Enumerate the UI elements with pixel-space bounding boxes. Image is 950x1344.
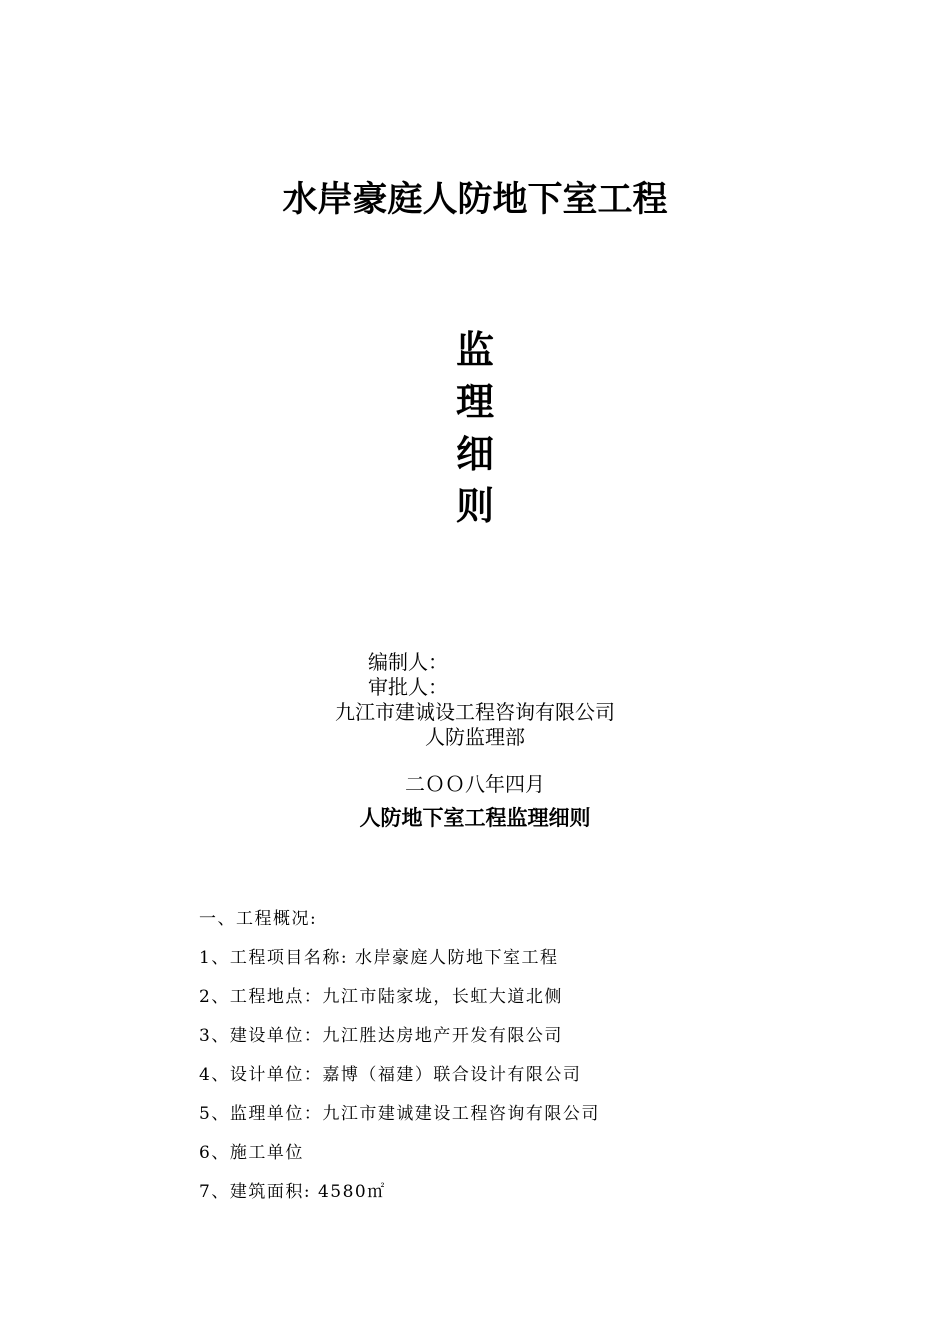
overview-item: 3、建设单位：九江胜达房地产开发有限公司 — [199, 1026, 563, 1046]
compiler-label: 编制人： — [368, 650, 448, 674]
overview-item: 7、建筑面积: 4580㎡ — [199, 1182, 386, 1202]
overview-heading: 一、工程概况: — [199, 909, 318, 929]
document-date: 二ＯＯ八年四月 — [405, 772, 545, 796]
overview-item: 1、工程项目名称: 水岸豪庭人防地下室工程 — [199, 948, 559, 968]
overview-item: 4、设计单位：嘉博（福建）联合设计有限公司 — [199, 1065, 582, 1085]
department-name: 人防监理部 — [425, 725, 525, 749]
overview-item: 2、工程地点：九江市陆家垅，长虹大道北侧 — [199, 987, 563, 1007]
overview-item: 5、监理单位：九江市建诚建设工程咨询有限公司 — [199, 1104, 600, 1124]
overview-item: 6、施工单位 — [199, 1143, 304, 1163]
vertical-title-char-2: 理 — [455, 380, 494, 424]
section-title: 人防地下室工程监理细则 — [359, 806, 591, 830]
vertical-title-char-4: 则 — [455, 484, 494, 528]
company-name: 九江市建诚设工程咨询有限公司 — [335, 700, 615, 724]
vertical-title-char-3: 细 — [455, 432, 494, 476]
approver-label: 审批人： — [368, 675, 448, 699]
document-title: 水岸豪庭人防地下室工程 — [282, 180, 668, 220]
vertical-title-char-1: 监 — [455, 328, 494, 372]
